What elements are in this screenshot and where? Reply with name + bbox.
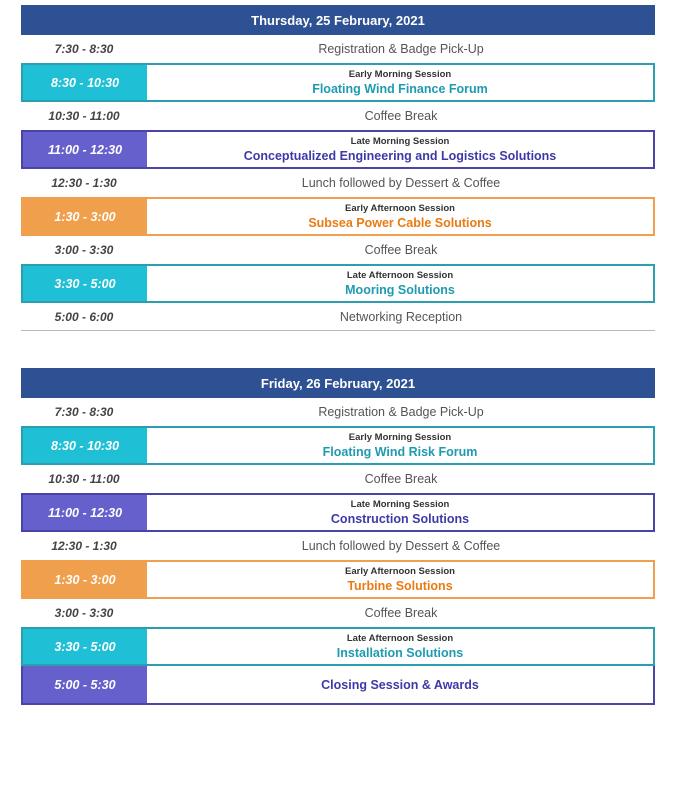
time-slot: 7:30 - 8:30 bbox=[54, 42, 114, 56]
time-slot: 8:30 - 10:30 bbox=[23, 428, 147, 463]
session-type: Late Morning Session bbox=[350, 135, 450, 147]
session-body bbox=[147, 562, 653, 597]
session-row bbox=[21, 130, 655, 169]
schedule-row bbox=[21, 303, 655, 331]
session-type: Early Afternoon Session bbox=[345, 202, 455, 214]
session-body bbox=[147, 266, 653, 301]
schedule-row bbox=[21, 35, 655, 63]
session-body bbox=[147, 65, 653, 100]
session-row bbox=[21, 63, 655, 102]
event-label: Registration & Badge Pick-Up bbox=[318, 405, 484, 419]
session-title: Floating Wind Finance Forum bbox=[312, 81, 488, 96]
event-label: Networking Reception bbox=[339, 309, 463, 324]
time-slot: 3:00 - 3:30 bbox=[54, 243, 114, 257]
event-label: Coffee Break bbox=[364, 109, 438, 123]
session-row bbox=[21, 666, 655, 705]
day-friday bbox=[21, 368, 655, 705]
time-slot: 5:00 - 6:00 bbox=[54, 309, 114, 324]
session-row bbox=[21, 560, 655, 599]
time-slot: 10:30 - 11:00 bbox=[48, 472, 120, 486]
session-row bbox=[21, 627, 655, 666]
session-body bbox=[147, 199, 653, 234]
session-body bbox=[147, 495, 653, 530]
session-title: Closing Session & Awards bbox=[321, 677, 479, 692]
time-slot: 7:30 - 8:30 bbox=[54, 405, 114, 419]
schedule-row bbox=[21, 465, 655, 493]
session-title: Installation Solutions bbox=[336, 645, 464, 660]
schedule-row bbox=[21, 169, 655, 197]
session-body bbox=[147, 428, 653, 463]
time-slot: 3:30 - 5:00 bbox=[23, 266, 147, 301]
session-body bbox=[147, 629, 653, 664]
time-slot: 12:30 - 1:30 bbox=[51, 176, 117, 190]
schedule-row bbox=[21, 236, 655, 264]
session-type: Early Afternoon Session bbox=[345, 565, 455, 577]
session-title: Construction Solutions bbox=[330, 511, 470, 526]
event-label: Lunch followed by Dessert & Coffee bbox=[301, 539, 501, 553]
session-row bbox=[21, 197, 655, 236]
session-title: Floating Wind Risk Forum bbox=[322, 444, 478, 459]
session-title: Turbine Solutions bbox=[347, 578, 453, 593]
session-type: Late Morning Session bbox=[350, 498, 450, 510]
time-slot: 10:30 - 11:00 bbox=[48, 109, 120, 123]
session-body bbox=[147, 132, 653, 167]
event-label: Registration & Badge Pick-Up bbox=[318, 42, 484, 56]
time-slot: 3:30 - 5:00 bbox=[23, 629, 147, 664]
session-row bbox=[21, 264, 655, 303]
schedule-row bbox=[21, 599, 655, 627]
time-slot: 11:00 - 12:30 bbox=[23, 495, 147, 530]
time-slot: 5:00 - 5:30 bbox=[23, 666, 147, 703]
session-type: Late Afternoon Session bbox=[346, 269, 454, 281]
time-slot: 1:30 - 3:00 bbox=[23, 562, 147, 597]
day-header: Thursday, 25 February, 2021 bbox=[21, 5, 655, 35]
time-slot: 11:00 - 12:30 bbox=[23, 132, 147, 167]
day-header: Friday, 26 February, 2021 bbox=[21, 368, 655, 398]
event-label: Lunch followed by Dessert & Coffee bbox=[301, 176, 501, 190]
session-row bbox=[21, 493, 655, 532]
session-type: Early Morning Session bbox=[348, 431, 452, 443]
time-slot: 3:00 - 3:30 bbox=[54, 606, 114, 620]
session-type: Late Afternoon Session bbox=[346, 632, 454, 644]
session-body bbox=[147, 666, 653, 703]
session-type: Early Morning Session bbox=[348, 68, 452, 80]
schedule-row bbox=[21, 102, 655, 130]
schedule-row bbox=[21, 398, 655, 426]
day-thursday bbox=[21, 5, 655, 331]
event-label: Coffee Break bbox=[364, 472, 438, 486]
time-slot: 12:30 - 1:30 bbox=[51, 539, 117, 553]
time-slot: 8:30 - 10:30 bbox=[23, 65, 147, 100]
schedule-row bbox=[21, 532, 655, 560]
time-slot: 1:30 - 3:00 bbox=[23, 199, 147, 234]
session-title: Conceptualized Engineering and Logistics Solutions bbox=[243, 148, 557, 163]
session-title: Subsea Power Cable Solutions bbox=[308, 215, 492, 230]
session-row bbox=[21, 426, 655, 465]
event-label: Coffee Break bbox=[364, 243, 438, 257]
session-title: Mooring Solutions bbox=[345, 282, 455, 297]
event-label: Coffee Break bbox=[364, 606, 438, 620]
